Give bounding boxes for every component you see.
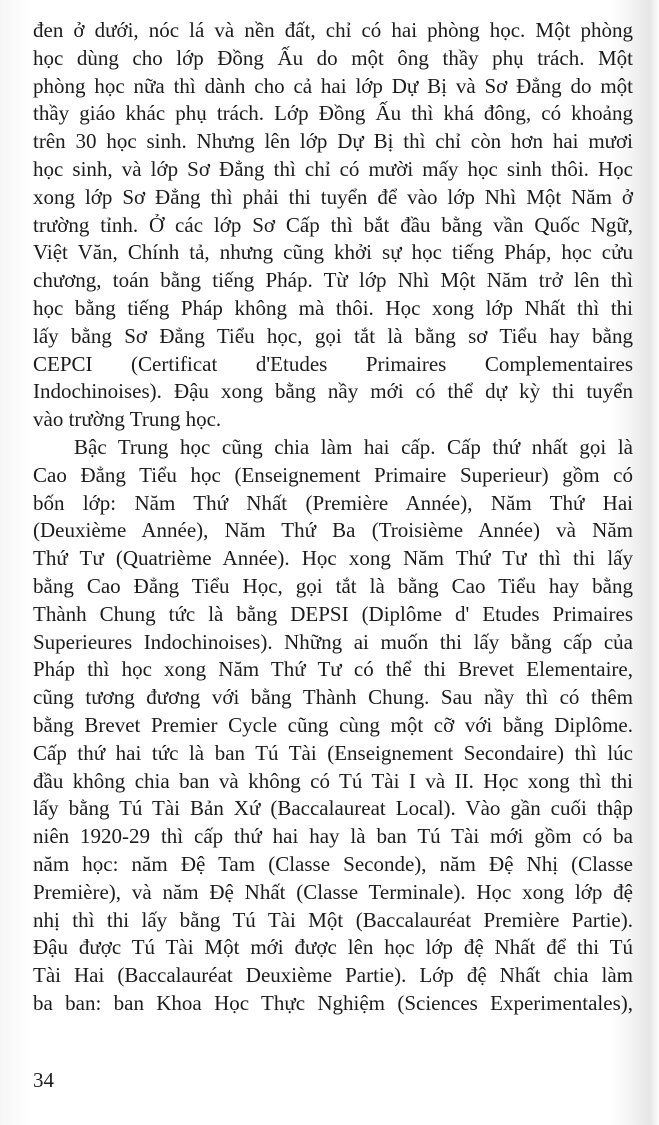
- text-line: Pháp thì học xong Năm Thứ Tư có thể thi Brevet Elementaire,: [33, 657, 633, 682]
- text-line: Première), và năm Đệ Nhất (Classe Terminale). Học xong lớp đệ: [33, 879, 633, 904]
- text-line: trường tỉnh. Ở các lớp Sơ Cấp thì bắt đầu bằng vần Quốc Ngữ,: [33, 212, 633, 237]
- text-line: Indochinoises). Đậu xong bằng nầy mới có thể dự kỳ thi tuyển: [33, 379, 633, 404]
- text-line: Việt Văn, Chính tả, nhưng cũng khởi sự học tiếng Pháp, học cửu: [33, 240, 633, 265]
- text-line: Thứ Tư (Quatrième Année). Học xong Năm Thứ Tư thì thi lấy: [33, 546, 633, 571]
- text-line: Bậc Trung học cũng chia làm hai cấp. Cấp thứ nhất gọi là: [74, 434, 633, 459]
- text-line: bằng Brevet Premier Cycle cũng cùng một cỡ với bằng Diplôme.: [33, 712, 633, 737]
- text-line: xong lớp Sơ Đẳng thì phải thi tuyển để vào lớp Nhì Một Năm ở: [33, 184, 633, 209]
- text-line: Cấp thứ hai tức là ban Tú Tài (Enseignement Secondaire) thì lúc: [33, 740, 633, 765]
- text-line: niên 1920-29 thì cấp thứ hai hay là ban Tú Tài mới gồm có ba: [33, 824, 633, 849]
- text-line: phòng học nữa thì dành cho cả hai lớp Dự Bị và Sơ Đẳng do một: [33, 73, 633, 98]
- text-line: lấy bằng Tú Tài Bản Xứ (Baccalaureat Local). Vào gần cuối thập: [33, 796, 633, 821]
- text-line: Đậu được Tú Tài Một mới được lên học lớp đệ Nhất để thi Tú: [33, 935, 633, 960]
- text-line: bốn lớp: Năm Thứ Nhất (Première Année), Năm Thứ Hai: [33, 490, 633, 515]
- text-line: đầu không chia ban và không có Tú Tài I và II. Học xong thì thi: [33, 768, 633, 793]
- text-line: học sinh, và lớp Sơ Đẳng thì chỉ có mười mấy học sinh thôi. Học: [33, 156, 633, 181]
- text-line: lấy bằng Sơ Đẳng Tiểu học, gọi tắt là bằng sơ Tiểu hay bằng: [33, 323, 633, 348]
- text-line: Thành Chung tức là bằng DEPSI (Diplôme d' Etudes Primaires: [33, 601, 633, 626]
- text-line: học bằng tiếng Pháp không mà thôi. Học xong lớp Nhất thì thi: [33, 295, 633, 320]
- body-text: [33, 17, 633, 1018]
- text-line: (Deuxième Année), Năm Thứ Ba (Troisième Année) và Năm: [33, 518, 633, 543]
- text-line: nhị thì thi lấy bằng Tú Tài Một (Baccalauréat Première Partie).: [33, 907, 633, 932]
- text-line: chương, toán bằng tiếng Pháp. Từ lớp Nhì Một Năm trở lên thì: [33, 268, 633, 293]
- text-line: Superieures Indochinoises). Những ai muốn thi lấy bằng cấp của: [33, 629, 633, 654]
- text-line: cũng tương đương với bằng Thành Chung. Sau nầy thì có thêm: [33, 685, 633, 710]
- paragraph-1: [33, 17, 633, 434]
- text-line: ba ban: ban Khoa Học Thực Nghiệm (Sciences Experimentales),: [33, 990, 633, 1015]
- text-line: Cao Đẳng Tiểu học (Enseignement Primaire Superieur) gồm có: [33, 462, 633, 487]
- text-line: CEPCI (Certificat d'Etudes Primaires Complementaires: [33, 351, 633, 376]
- paragraph-2: [33, 434, 633, 1018]
- text-line: năm học: năm Đệ Tam (Classe Seconde), năm Đệ Nhị (Classe: [33, 851, 633, 876]
- page-number: 34: [33, 1068, 54, 1092]
- text-line: học dùng cho lớp Đồng Ấu do một ông thầy phụ trách. Một: [33, 45, 633, 70]
- text-line: thầy giáo khác phụ trách. Lớp Đồng Ấu thì khá đông, có khoảng: [33, 101, 633, 126]
- text-line: bằng Cao Đẳng Tiểu Học, gọi tắt là bằng Cao Tiểu hay bằng: [33, 573, 633, 598]
- text-line: vào trường Trung học.: [33, 407, 222, 432]
- text-line: Tài Hai (Baccalauréat Deuxième Partie). Lớp đệ Nhất chia làm: [33, 963, 633, 988]
- text-line: đen ở dưới, nóc lá và nền đất, chỉ có hai phòng học. Một phòng: [33, 18, 633, 42]
- text-line: trên 30 học sinh. Nhưng lên lớp Dự Bị thì chỉ còn hơn hai mươi: [33, 129, 633, 154]
